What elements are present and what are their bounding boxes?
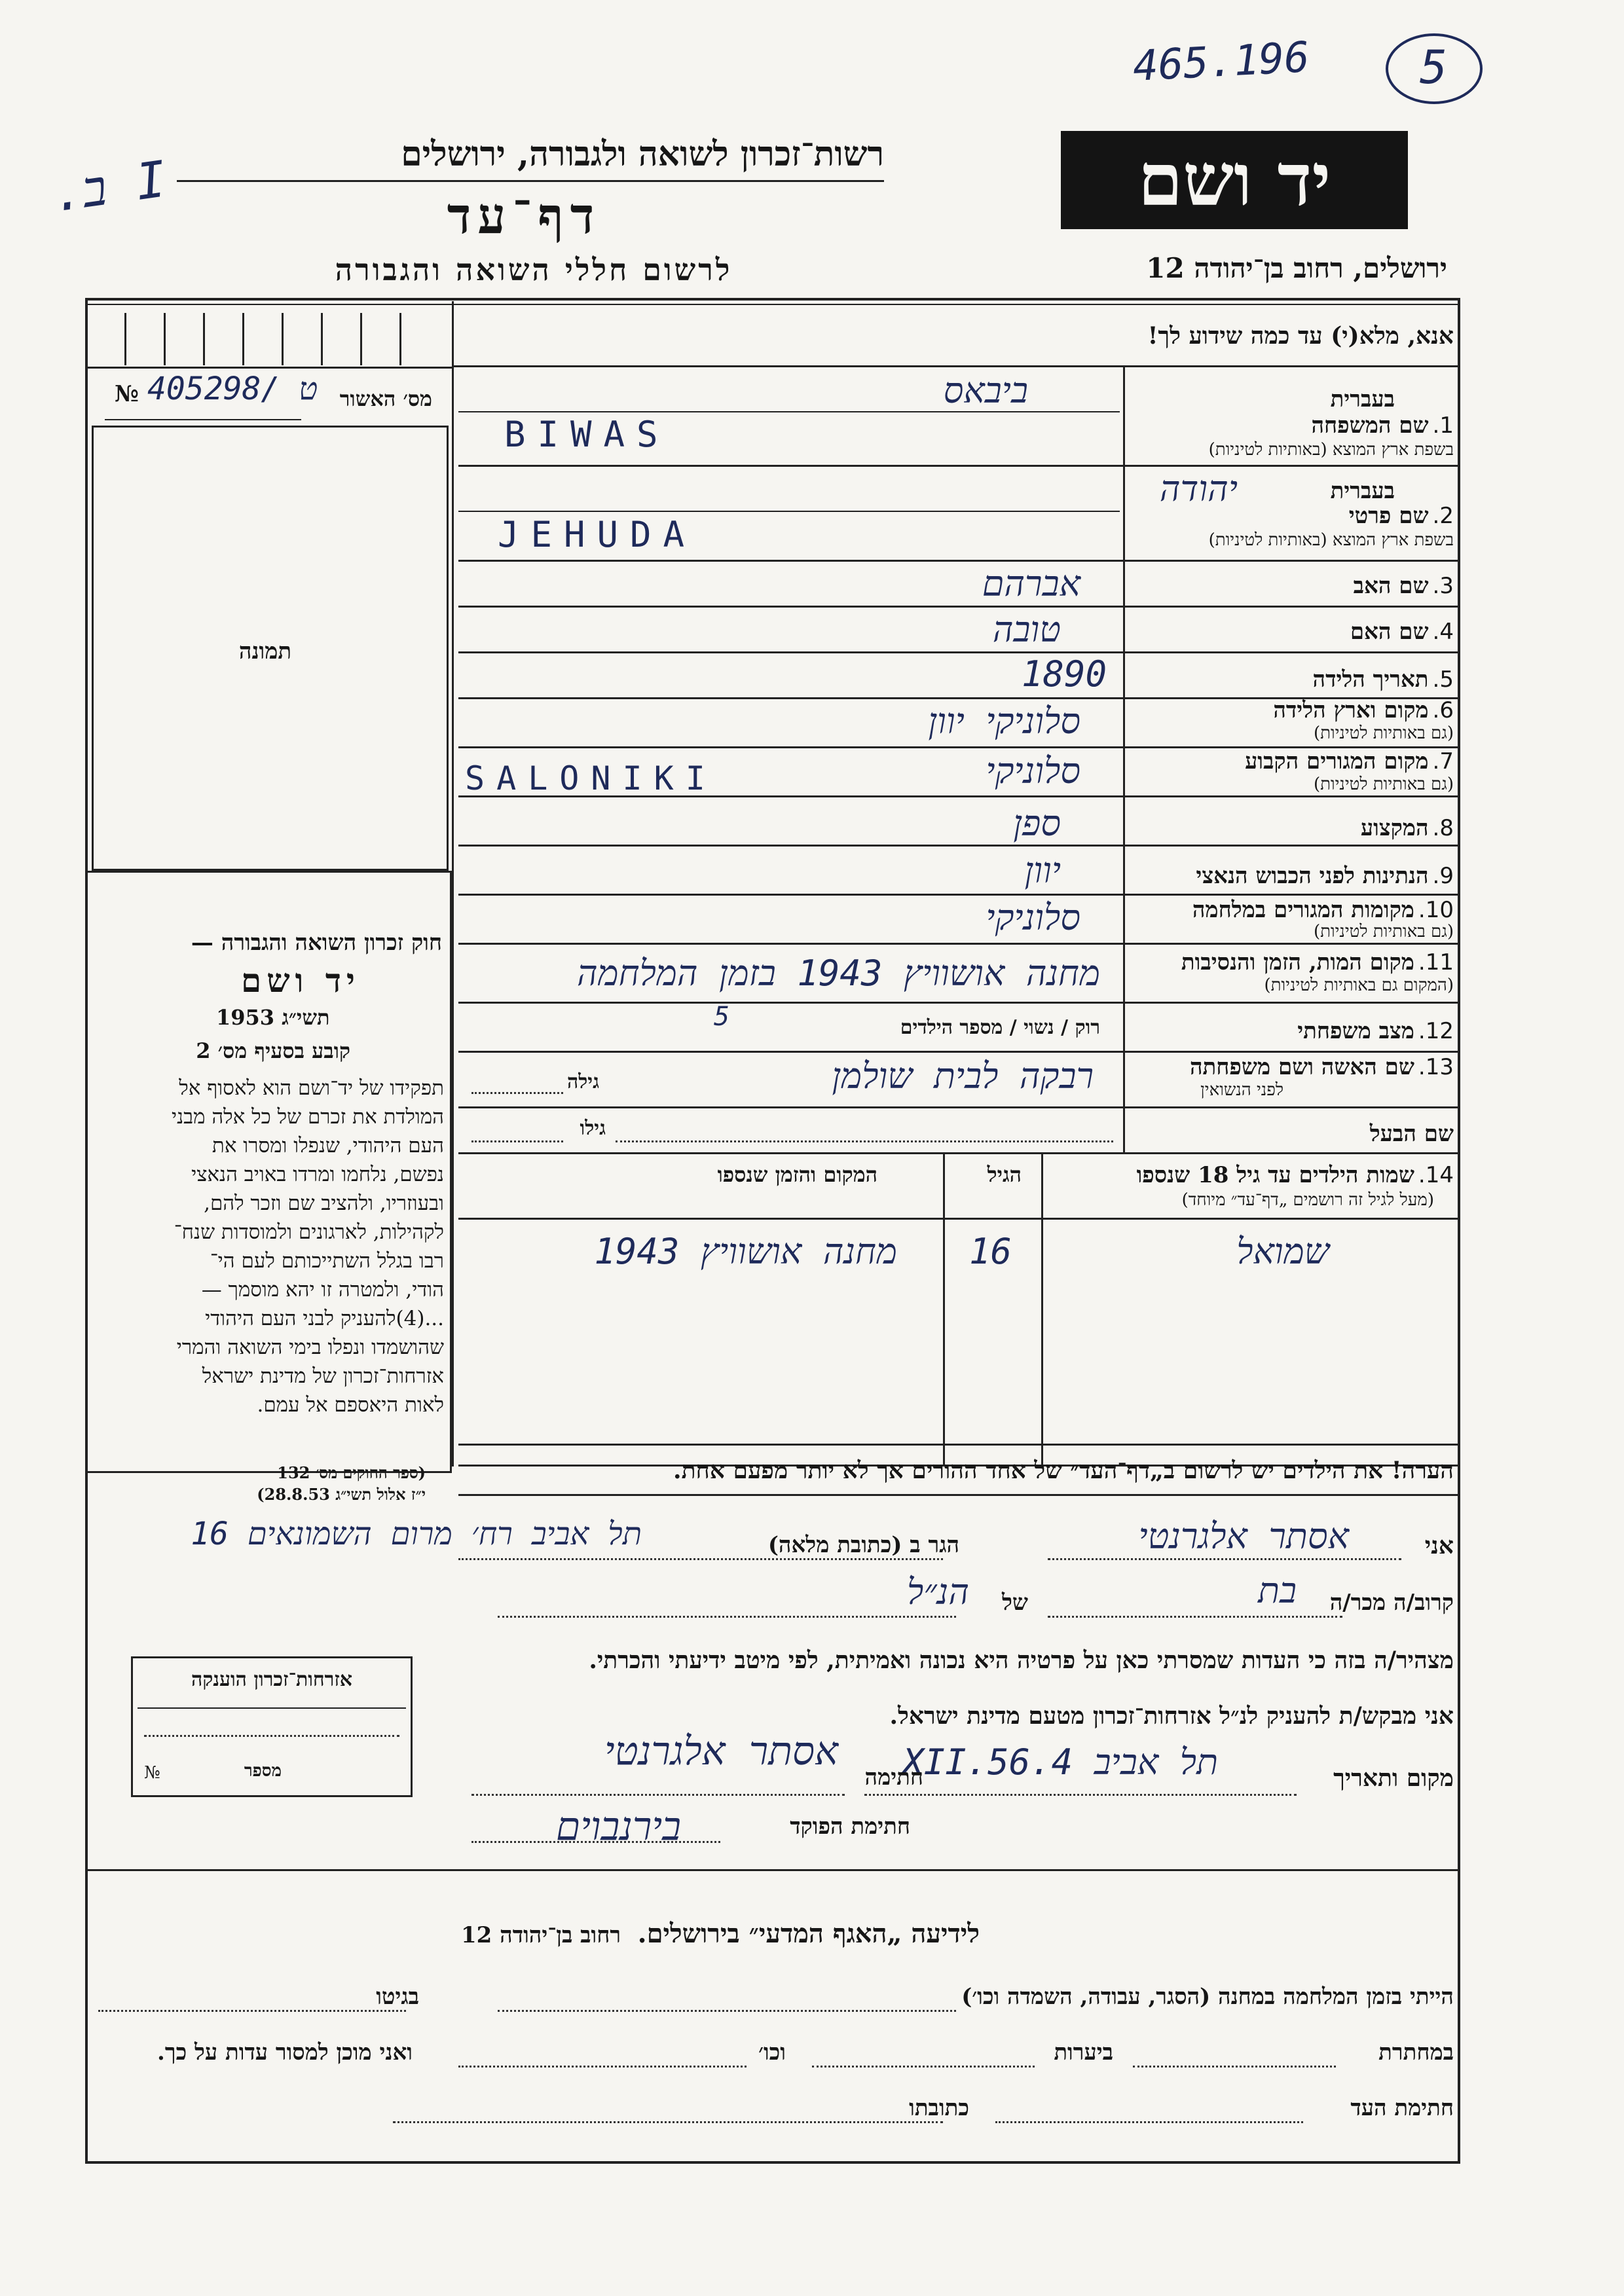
wife-label: 13.שם האשה ושם משפחתה [1189,1054,1454,1080]
relation-value: בת [1258,1570,1297,1611]
row-line [458,1051,1460,1053]
info-line3-dots-2 [393,2121,943,2123]
frame-top-inner [85,304,1460,305]
law-text [90,1074,444,1419]
hebrew-label-2: בעברית [1330,478,1395,504]
logo-text: יד ושם [1137,137,1331,222]
registration-line [105,419,301,420]
children-place-header: המקום והזמן שנספו [717,1162,877,1187]
requests-text: אני מבקש/ת להעניק לנ״ל אזרחות־זכרון מטעם מדינת ישראל. [889,1702,1454,1730]
label-column-divider [1123,365,1125,1154]
header-address: ירושלים, רחוב בן־יהודה 12 [1146,252,1447,284]
info-line1-dots [498,2010,956,2012]
grid-tick [242,313,244,365]
form-subtitle: לרשום חללי השואה והגבורה [335,252,733,287]
wartime-residence-label: 10.מקומות המגורים במלחמה [1192,897,1454,923]
row-line [458,894,1460,896]
profession-label: 8.המקצוע [1360,815,1454,841]
row-line [458,511,1120,512]
row-line [458,1106,1460,1108]
citizenship-title: אזרחות־זכרון הוענקה [191,1668,353,1691]
law-line: לקהילות, לארגונים ולמוסדות שנח־ [174,1220,444,1244]
nationality-value: יוון [1024,850,1061,891]
margin-mark: I ב. [48,149,170,223]
law-line: העם היהודי, שנפלו ומסרו את [212,1134,444,1157]
row-line [458,606,1460,608]
grid-tick [124,313,126,365]
wife-sub: לפני הנשואין [1200,1080,1283,1100]
wife-value: רבקה לבית שולמן [832,1055,1094,1097]
surname-label: 1.שם המשפחה [1311,412,1454,439]
surname-sub: בשפת ארץ המוצא (באותיות לטיניות) [1208,440,1454,460]
law-line: ובעוזריו, ולהציב שם וזכר להם, [204,1192,444,1215]
citizenship-line [138,1707,406,1709]
grid-tick [360,313,362,365]
place-date-value: תל אביב 4.XII.56 [902,1741,1218,1783]
residence-label: 7.מקום המגורים הקבוע [1245,748,1454,774]
residence-value: סלוניקי [986,750,1080,792]
note-text: הערה! את הילדים יש לרשום ב„דף־העד״ של אחד ההורים אך לא יותר מפעם אחת. [673,1457,1454,1484]
declarant-name: אסתר אלגרנטי [1138,1516,1349,1557]
address-dots [458,1558,943,1560]
law-line: שהושמדו ונפלו בימי השואה והמרי [176,1336,444,1359]
law-line: ...(4)להעניק לבני העם היהודי [205,1307,444,1330]
marital-children: 5 [714,1002,730,1032]
firstname-latin: JEHUDA [498,514,697,555]
wife-age-label: גילה [566,1070,599,1093]
father-value: אברהם [982,563,1080,604]
circled-number: 5 [1420,41,1448,94]
info-line3-dots-1 [995,2121,1303,2123]
official-signature: בירנבוים [555,1804,681,1850]
marital-options: רוק / נשוי / מספר הילדים [900,1016,1100,1039]
intro-line: אנא, מלא(י) עד כמה שידוע לך! [1147,322,1454,350]
row-line [458,560,1460,562]
children-col-divider [1041,1152,1043,1467]
birthdate-value: 1890 [1021,653,1107,695]
nationality-label: 9.הנתינות לפני הכבוש הנאצי [1196,863,1454,889]
law-year [216,1005,329,1030]
registration-number: 405298/ ט [147,371,318,407]
birthplace-value: סלוניקי יוון [928,701,1080,742]
form-title: דף־עד [447,187,601,245]
law-line: רבו בגלל השתייכותם לעם הי־ [210,1249,444,1273]
law-source-1: (ספר החוקים מס׳ 132 [277,1463,426,1482]
citizenship-no-mark: № [144,1763,160,1783]
death-label: 11.מקום המות, הזמן והנסיבות [1181,949,1454,975]
law-clause: קובע בסעיף מס׳ 2 [196,1038,350,1063]
declarant-dots [1048,1558,1401,1560]
law-line: תפקידו של יד־ושם הוא לאסוף אל [179,1076,444,1100]
husband-age-dots [471,1140,563,1142]
law-line: נפשם, נלחמו ומרדו באויב הנאצי [191,1163,444,1186]
residence-latin: SALONIKI [465,759,717,797]
citizenship-number-label: מספר [244,1761,282,1781]
info-line1-dots-2 [98,2010,406,2012]
grid-tick [321,313,323,365]
children-label: 14.שמות הילדים עד גיל 18 שנספו [1136,1162,1454,1188]
of-label: של [1002,1590,1028,1616]
surname-latin: BIWAS [504,414,670,455]
info-line2-a: במחתרת [1378,2039,1454,2066]
intro-underline [452,365,1460,367]
profession-value: ספן [1013,803,1061,844]
info-line3-a: חתימת העד [1350,2095,1454,2121]
husband-age-label: גילו [580,1117,606,1140]
row-line [458,1002,1460,1004]
declarant-i-label: אני [1424,1532,1454,1559]
child-age: 16 [969,1231,1012,1272]
address-label: הגר ב (כתובת מלאה) [767,1532,959,1558]
death-value: מחנה אושוויץ 1943 בזמן המלחמה [576,953,1100,994]
law-year-num: 1953 [216,1005,275,1030]
signature-dots [471,1794,845,1796]
child-name: שמואל [1236,1231,1329,1272]
children-col-divider [943,1152,945,1467]
official-label: חתימת הפוקד [790,1813,910,1840]
citizenship-dots-1 [144,1735,399,1737]
birthplace-label: 6.מקום וארץ הלידה [1273,697,1454,723]
declares-text: מצהיר/ה בזה כי העדות שמסרתי כאן על פרטיה היא נכונה ואמיתית, לפי מיטב ידיעתי והכרתי. [589,1647,1454,1674]
relation-dots [1048,1616,1342,1618]
info-line2-dots-2 [812,2066,1035,2068]
law-line: הודי, ולמטרה זו יהא מוסמך — [201,1278,444,1302]
children-header-line [458,1218,1460,1220]
law-line: לאות היאספם אל עמם. [257,1393,444,1417]
info-line1-b: בגיטו [376,1984,419,2010]
registration-label: מס׳ האשור [339,386,432,411]
firstname-hebrew: יהודה [1159,468,1238,509]
row-line [458,651,1460,653]
place-date-dots [864,1794,1297,1796]
address-value: תל אביב רח׳ מרום השמונאים 16 [191,1516,642,1552]
law-name: יד ושם [241,961,360,1000]
law-source-2: י״ז אלול תשי״ג 28.8.53) [257,1485,426,1504]
law-line: אזרחות־זכרון של מדינת ישראל [202,1364,444,1388]
registration-no-mark: № [115,381,139,407]
residence-sub: (גם באותיות לטיניות) [1313,774,1454,794]
authority-underline [177,180,884,182]
of-value: הנ״ל [907,1571,969,1613]
archive-number: 465.196 [1132,33,1311,92]
grid-tick [282,313,284,365]
grid-tick [203,313,205,365]
info-line2-c: וכו׳ [758,2039,786,2066]
death-sub: (המקום גם באותיות לטיניות) [1264,975,1454,995]
row-line [458,465,1460,467]
birthplace-sub: (גם באותיות לטיניות) [1313,723,1454,743]
info-line2-b: ביערות [1054,2039,1113,2066]
row-line [458,411,1120,412]
info-address: רחוב בן־יהודה 12 [461,1922,621,1948]
grid-bottom [85,367,452,369]
info-line2-dots-3 [458,2066,747,2068]
marital-label: 12.מצב משפחתי [1297,1018,1454,1044]
authority-name: רשות־זכרון לשואה ולגבורה, ירושלים [401,134,884,174]
photo-label: תמונה [238,638,292,665]
grid-tick [399,313,401,365]
info-line2-d: ואני מוכן למסור עדות על כך. [157,2039,413,2066]
mother-value: טובה [992,609,1061,650]
left-column-divider [452,301,454,1467]
law-line: המולדת את זכרם של כל אלה מבני [171,1105,444,1129]
mother-label: 4.שם האם [1350,619,1454,645]
firstname-sub: בשפת ארץ המוצא (באותיות לטיניות) [1208,530,1454,550]
row-line [458,943,1460,945]
husband-label: שם הבעל [1369,1121,1454,1147]
info-title-row [262,1918,1179,1949]
info-line2-dots-1 [1133,2066,1336,2068]
row-line [458,845,1460,847]
children-age-header: הגיל [987,1162,1022,1187]
firstname-label: 2.שם פרטי [1348,503,1454,529]
birthdate-label: 5.תאריך הלידה [1312,666,1454,693]
of-dots [498,1616,956,1618]
info-line3-b: כתובתו [909,2095,969,2121]
relation-label: קרוב/ה מכר/ה [1329,1590,1454,1616]
law-title: חוק זכרון השואה והגבורה — [191,930,442,956]
top-left-grid [98,313,445,365]
father-label: 3.שם האב [1353,573,1454,599]
child-place: מחנה אושוויץ 1943 [594,1231,897,1272]
signature-label: חתימה [864,1764,923,1791]
info-title: לידיעה „האגף המדעי״ בירושלים. [637,1918,980,1949]
surname-hebrew: ביבאס [943,370,1028,411]
info-line1-a: הייתי בזמן המלחמה במחנה (הסגר, עבודה, השמדה וכו׳) [961,1984,1454,2010]
wartime-residence-value: סלוניקי [986,897,1080,938]
husband-name-dots [616,1140,1113,1142]
children-sub: (מעל לגיל זה רושמים „דף־עד״ מיוחד) [1181,1190,1434,1210]
signature-value: אסתר אלגרנטי [604,1728,838,1774]
law-year-he: תשי״ג [282,1005,330,1030]
place-date-label: מקום ותאריך [1333,1764,1454,1792]
yad-vashem-logo [1061,131,1408,229]
wartime-residence-sub: (גם באותיות לטיניות) [1313,922,1454,941]
grid-tick [164,313,166,365]
wife-age-dots [471,1092,563,1094]
official-dots [471,1841,720,1843]
hebrew-label-1: בעברית [1330,386,1395,412]
